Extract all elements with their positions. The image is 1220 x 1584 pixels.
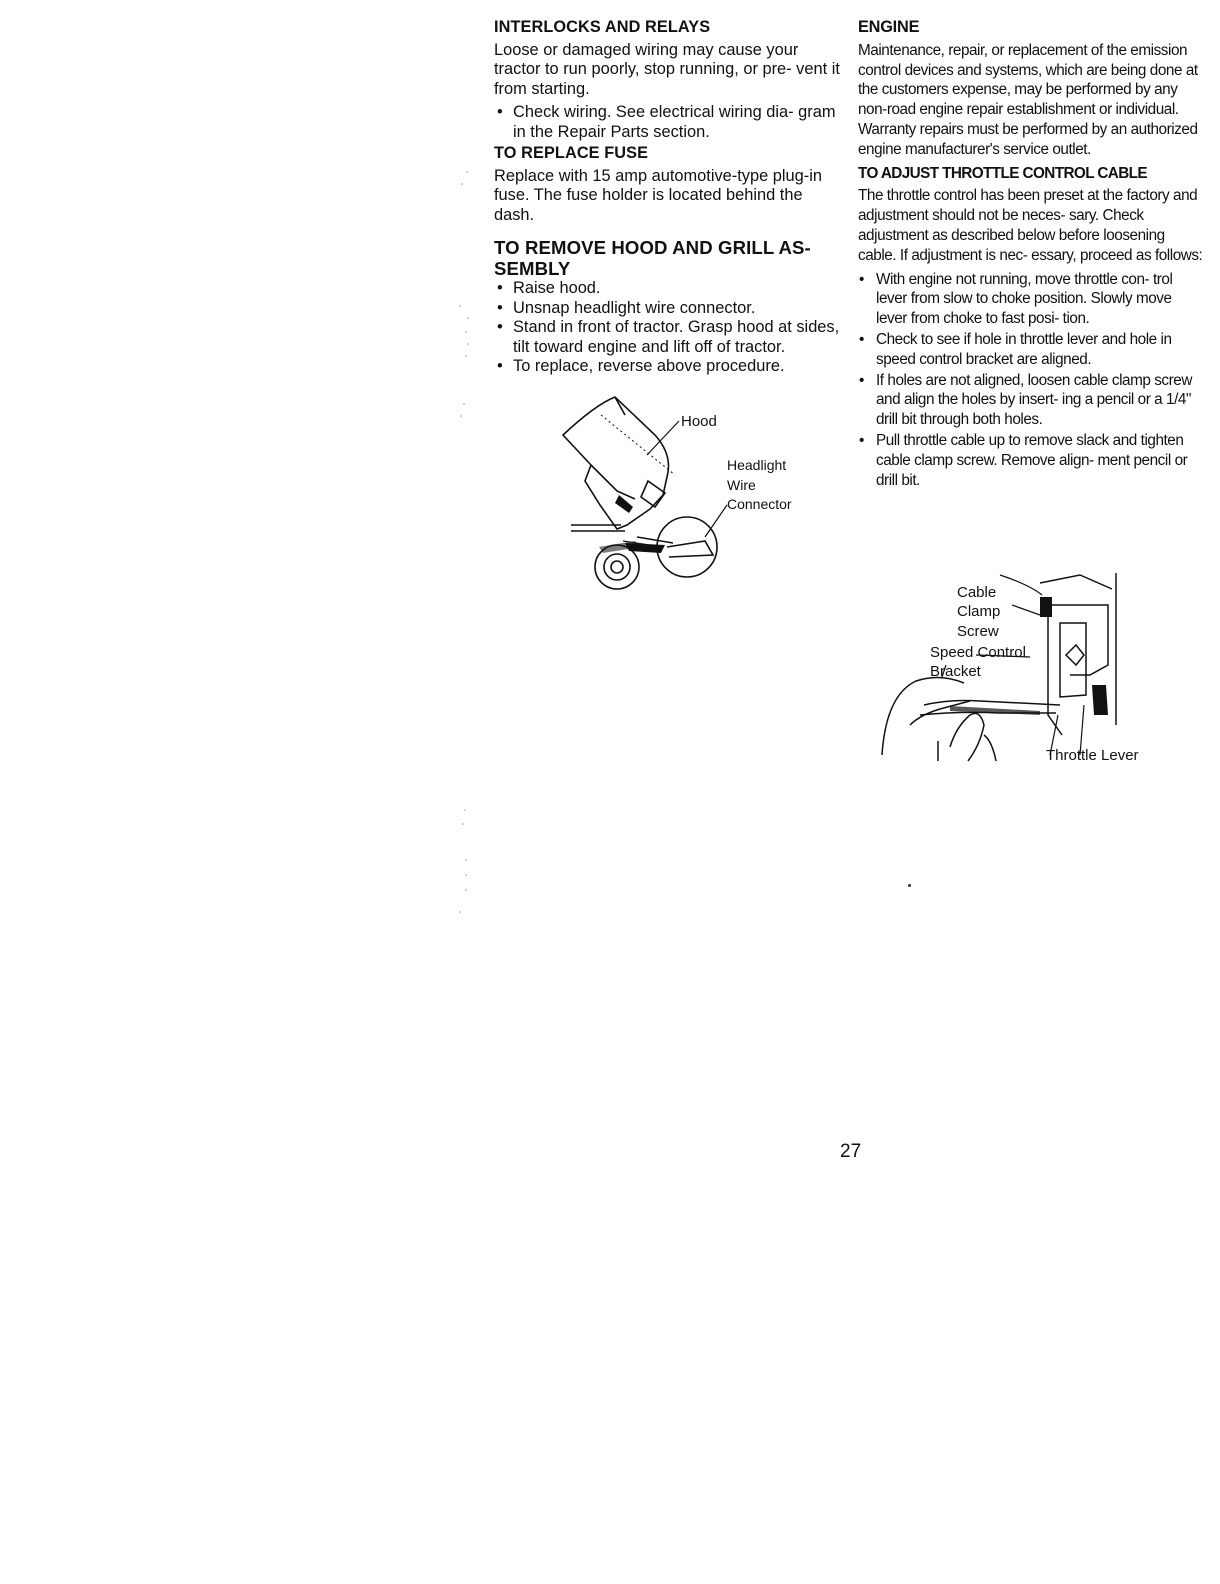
throttle-list xyxy=(858,270,1203,491)
speed-control-label: Speed Control xyxy=(930,644,1026,661)
left-column xyxy=(494,18,844,377)
headlight-label: Headlight xyxy=(727,457,787,473)
hood-label: Hood xyxy=(681,413,717,430)
engine-text: Maintenance, repair, or replacement of the emission control devices and systems, which are being done at the customers expense, may be performed by any non-road engine repair establishment or individual. Warranty repairs must be performed by an authorized engine manufacturer's service outlet. xyxy=(858,41,1198,158)
list-item: • Check wiring. See electrical wiring dia- gram in the Repair Parts section. xyxy=(494,103,844,142)
interlocks-list xyxy=(494,103,844,142)
throttle-figure xyxy=(880,565,1160,780)
list-item: • To replace, reverse above procedure. xyxy=(494,357,844,377)
list-item: • Pull throttle cable up to remove slack and tighten cable clamp screw. Remove align- ment pencil or drill bit. xyxy=(858,431,1203,490)
margin-dot xyxy=(456,170,476,935)
throttle-heading: TO ADJUST THROTTLE CONTROL CABLE xyxy=(858,164,1148,182)
list-item: • Check to see if hole in throttle lever and hole in speed control bracket are aligned. xyxy=(858,330,1203,370)
list-item: • Raise hood. xyxy=(494,279,844,299)
fuse-heading: TO REPLACE FUSE xyxy=(494,144,649,162)
list-item: • Stand in front of tractor. Grasp hood at sides, tilt toward engine and lift off of tractor. xyxy=(494,318,844,357)
cable-label: Cable xyxy=(957,584,997,601)
hood-heading: TO REMOVE HOOD AND GRILL AS- SEMBLY xyxy=(494,237,811,279)
list-item: • If holes are not aligned, loosen cable clamp screw and align the holes by insert- ing a pencil or a 1/4" drill bit through both holes. xyxy=(858,371,1203,430)
list-item: • With engine not running, move throttle con- trol lever from slow to choke position. Slowly move lever from choke to fast posi- tion. xyxy=(858,270,1203,329)
speck xyxy=(908,884,911,887)
right-column xyxy=(858,18,1203,491)
clamp-label: Clamp xyxy=(957,603,1001,620)
engine-heading: ENGINE xyxy=(858,18,920,36)
throttle-text: The throttle control has been preset at the factory and adjustment should not be neces- sary. Check adjustment as described below before loosening cable. If adjustment is nec- essary, proceed as follows: xyxy=(858,187,1203,264)
hood-figure xyxy=(555,395,825,600)
interlocks-text: Loose or damaged wiring may cause your tractor to run poorly, stop running, or pre- vent it from starting. xyxy=(494,40,840,98)
fuse-text: Replace with 15 amp automotive-type plug-in fuse. The fuse holder is located behind the dash. xyxy=(494,166,822,224)
list-item: • Unsnap headlight wire connector. xyxy=(494,299,844,319)
connector-label: Connector xyxy=(727,496,792,512)
page-number: 27 xyxy=(840,1141,862,1162)
wire-label: Wire xyxy=(727,477,756,493)
interlocks-heading: INTERLOCKS AND RELAYS xyxy=(494,18,711,36)
throttle-lever-label: Throttle Lever xyxy=(1046,747,1139,764)
hood-list xyxy=(494,279,844,377)
screw-label: Screw xyxy=(957,623,999,640)
bracket-label: Bracket xyxy=(930,663,981,680)
